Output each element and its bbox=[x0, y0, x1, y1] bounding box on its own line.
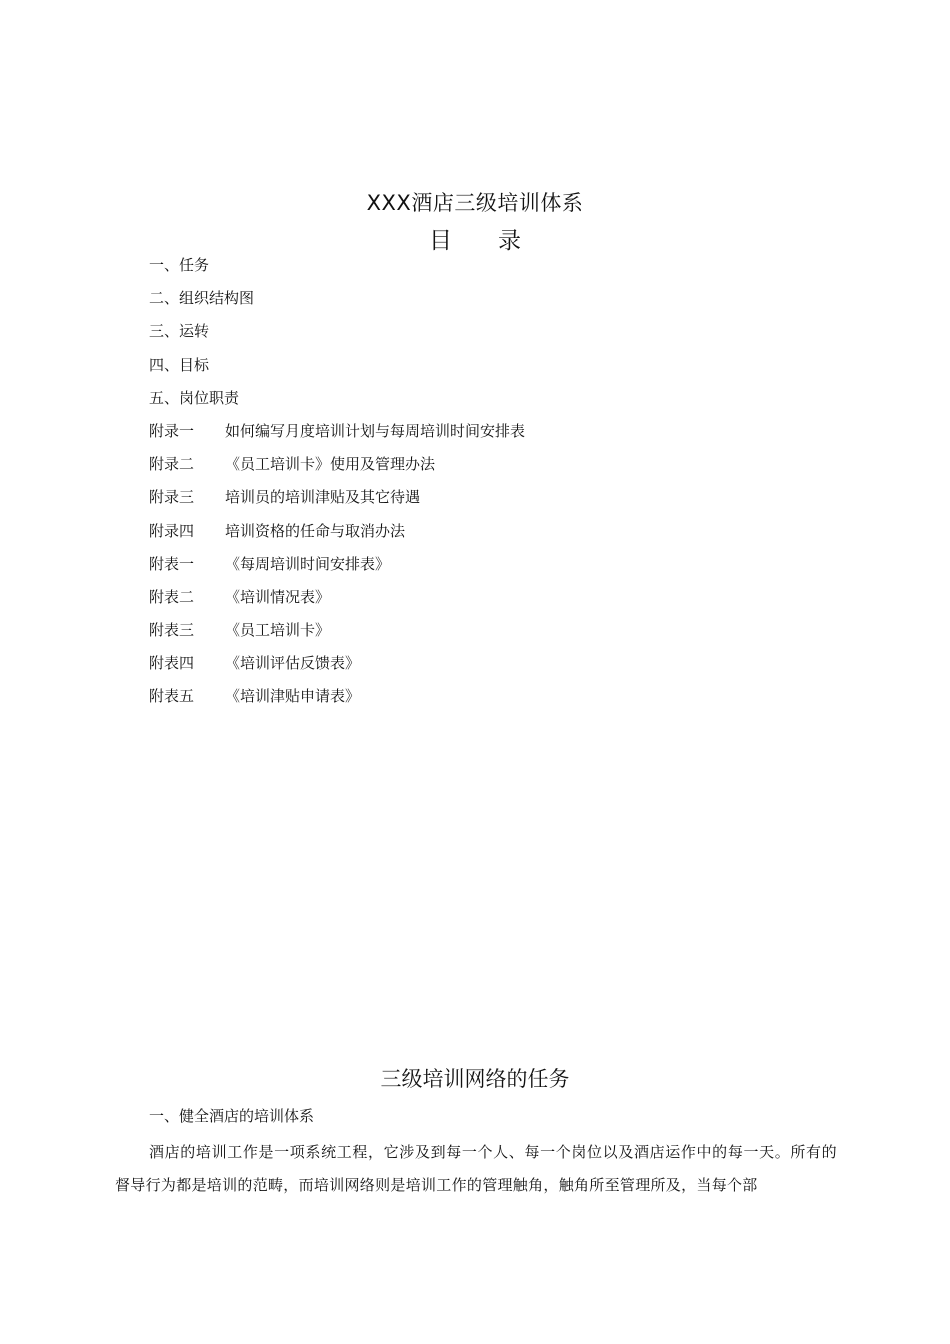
toc-heading-right: 录 bbox=[498, 228, 521, 254]
toc-item bbox=[149, 286, 525, 319]
appendix-text: 《每周培训时间安排表》 bbox=[225, 554, 391, 573]
appendix-label: 附表三 bbox=[149, 621, 195, 640]
appendix-text: 培训员的培训津贴及其它待遇 bbox=[225, 488, 421, 507]
toc-item bbox=[149, 319, 525, 352]
appendix-label: 附录二 bbox=[149, 455, 195, 474]
toc-item-label: 三、运转 bbox=[149, 322, 210, 341]
appendix-label: 附表五 bbox=[149, 687, 195, 706]
toc-appendix-item bbox=[149, 452, 525, 485]
appendix-text: 《员工培训卡》 bbox=[225, 621, 331, 640]
section-heading: 三级培训网络的任务 bbox=[380, 1067, 570, 1091]
appendix-text: 如何编写月度培训计划与每周培训时间安排表 bbox=[225, 421, 526, 440]
toc-appendix-item bbox=[149, 684, 525, 717]
toc-appendix-item bbox=[149, 485, 525, 518]
table-of-contents bbox=[149, 253, 525, 718]
appendix-text: 《员工培训卡》使用及管理办法 bbox=[225, 455, 436, 474]
appendix-label: 附录一 bbox=[149, 421, 195, 440]
toc-item bbox=[149, 386, 525, 419]
toc-item-label: 一、任务 bbox=[149, 256, 210, 274]
appendix-label: 附录四 bbox=[149, 521, 195, 540]
toc-item bbox=[149, 253, 525, 286]
appendix-text: 《培训津贴申请表》 bbox=[225, 687, 361, 706]
appendix-label: 附录三 bbox=[149, 488, 195, 507]
toc-appendix-item bbox=[149, 651, 525, 684]
subheading: 一、健全酒店的培训体系 bbox=[149, 1107, 315, 1125]
toc-item bbox=[149, 353, 525, 386]
toc-heading-left: 目 bbox=[429, 228, 452, 254]
toc-appendix-item bbox=[149, 519, 525, 552]
document-title: XXX酒店三级培训体系 bbox=[366, 191, 584, 215]
toc-item-label: 五、岗位职责 bbox=[149, 388, 240, 407]
toc-appendix-item bbox=[149, 552, 525, 585]
appendix-text: 培训资格的任命与取消办法 bbox=[225, 521, 406, 540]
toc-appendix-item bbox=[149, 419, 525, 452]
toc-item-label: 四、目标 bbox=[149, 355, 210, 374]
toc-appendix-item bbox=[149, 618, 525, 651]
body-paragraph: 酒店的培训工作是一项系统工程，它涉及到每一个人、每一个岗位以及酒店运作中的每一天。所有的督导行为都是培训的范畴，而培训网络则是培训工作的管理触角，触角所至管理所及，当每个部 bbox=[115, 1143, 837, 1194]
toc-appendix-item bbox=[149, 585, 525, 618]
appendix-label: 附表一 bbox=[149, 554, 195, 573]
appendix-label: 附表四 bbox=[149, 654, 195, 673]
toc-item-label: 二、组织结构图 bbox=[149, 289, 255, 308]
appendix-label: 附表二 bbox=[149, 587, 195, 606]
appendix-text: 《培训评估反馈表》 bbox=[225, 654, 361, 673]
appendix-text: 《培训情况表》 bbox=[225, 587, 331, 606]
